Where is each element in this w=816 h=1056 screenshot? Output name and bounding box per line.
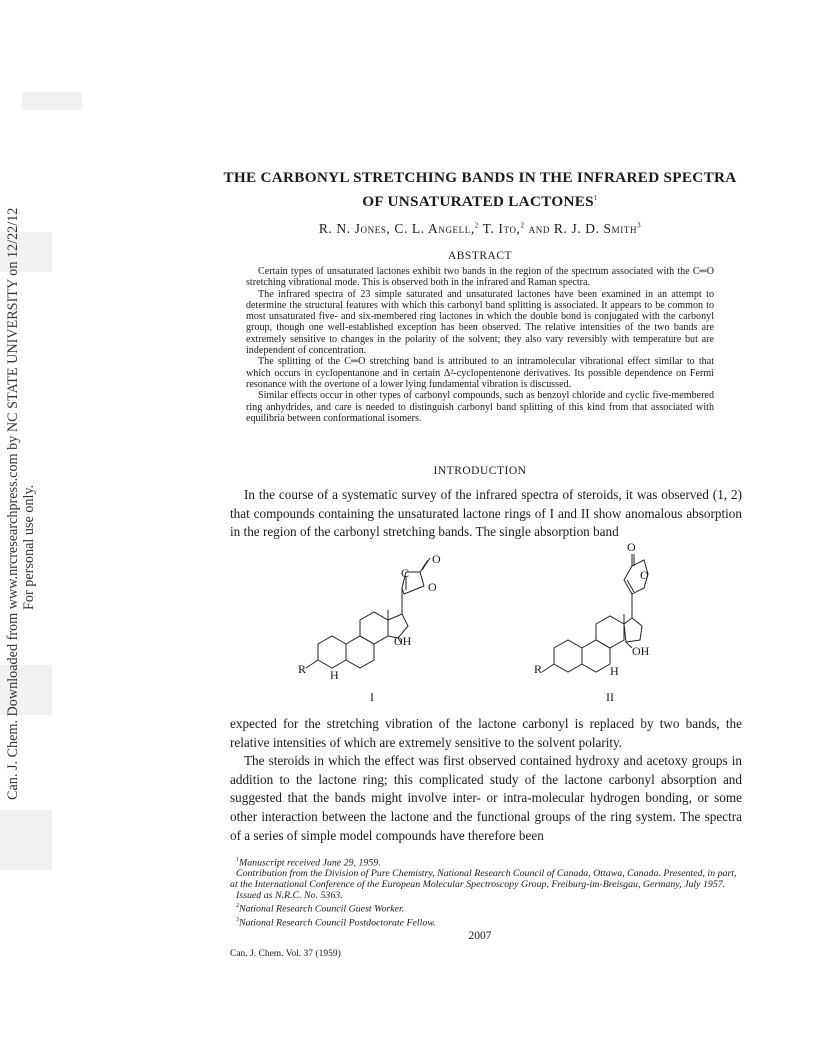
structure-i-h: H — [330, 668, 339, 682]
footnote-1-text: Manuscript received June 29, 1959. — [239, 857, 381, 869]
author-1: R. N. Jones, C. L. Angell, — [318, 221, 475, 236]
title-line-1: THE CARBONYL STRETCHING BANDS IN THE INFRARED SPECTRA — [223, 169, 737, 186]
footnote-3-text: National Research Council Postdoctorate Fellow. — [239, 916, 436, 928]
abstract-body — [246, 266, 714, 424]
structure-i-drawing — [296, 552, 456, 682]
footnote-mark-1: 1 — [236, 857, 239, 863]
structure-ii — [534, 540, 700, 686]
structure-i-o2: O — [428, 580, 437, 594]
structure-ii-label: II — [606, 690, 614, 704]
footnotes — [230, 855, 742, 928]
introduction-heading: INTRODUCTION — [433, 465, 527, 477]
footnote-3 — [230, 915, 742, 928]
structure-i-r: R — [298, 662, 307, 676]
journal-reference: Can. J. Chem. Vol. 37 (1959) — [230, 949, 341, 959]
structure-ii-drawing — [540, 548, 700, 686]
abstract-paragraph: The infrared spectra of 23 simple saturated and unsaturated lactones have been examined in an attempt to determine the structural features with which this carbonyl band splitting is associated. It appears to be common to most unsaturated five- and six-membered ring lactones in which the double bond is conjugated with the carbonyl group, though one well-established exception has been observed. The relative intensities of the two bands are extremely sensitive to changes in the polarity of the solvent; they also vary reversibly with temperature but are independent of concentration. — [246, 288, 714, 357]
structure-ii-r: R — [534, 662, 543, 676]
structure-ii-o2: O — [640, 568, 649, 582]
download-watermark — [0, 207, 52, 800]
intro-paragraph-1 — [230, 486, 742, 542]
watermark-line-1: Can. J. Chem. Downloaded from www.nrcresearchpress.com by NC STATE UNIVERSITY on 12/22/12 — [5, 207, 21, 800]
intro-paragraph-1-text: In the course of a systematic survey of the infrared spectra of steroids, it was observed (1, 2) that compounds containing the unsaturated lactone rings of I and II show anomalous absorption in the region of the carbonyl stretching bands. The single absorption band — [230, 487, 742, 540]
footnote-1 — [230, 855, 742, 868]
scan-artifact — [0, 810, 52, 870]
footnote-mark-3: 3 — [236, 916, 239, 923]
structure-i-carbonyl-c: C — [401, 566, 410, 580]
title-line-2-text: OF UNSATURATED LACTONES — [362, 193, 594, 211]
author-note-1: 2 — [474, 221, 479, 230]
abstract-paragraph: Similar effects occur in other types of carbonyl compounds, such as benzoyl chloride and cyclic five-membered ring anhydrides, and care is needed to distinguish carbonyl band splitting of this kind from that associated with equilibria between conformational isomers. — [246, 390, 714, 424]
structure-ii-h: H — [610, 664, 619, 678]
author-note-2: 2 — [520, 221, 525, 230]
structure-i-oh: OH — [394, 634, 412, 648]
footnote-2-text: National Research Council Guest Worker. — [239, 903, 405, 915]
abstract-paragraph: Certain types of unsaturated lactones exhibit two bands in the region of the spectrum associated with the C═O stretching vibrational mode. This is observed both in the infrared and Raman spectra. — [246, 266, 714, 289]
abstract-heading: ABSTRACT — [447, 250, 513, 262]
abstract-paragraph: The splitting of the C═O stretching band is attributed to an intramolecular vibrational effect similar to that which occurs in cyclopentanone and in certain Δ²-cyclopentenone derivatives. Its possible dependence on Fermi resonance with the overtone of a lower lying fundamental vibration is discussed. — [246, 356, 714, 390]
intro-paragraph-2 — [230, 715, 742, 845]
intro-paragraph-3-text: The steroids in which the effect was first observed contained hydroxy and acetoxy groups in addition to the lactone ring; this complicated study of the lactone carbonyl absorption and suggested that the bands might involve inter- or intra-molecular hydrogen bonding, or some other interaction between the lactone and the functional groups of the ring system. The spectra of a series of simple model compounds have therefore been — [230, 753, 742, 843]
author-3: and R. J. D. Smith — [524, 221, 638, 236]
footnote-mark-2: 2 — [236, 903, 239, 910]
page-number: 2007 — [468, 930, 492, 942]
title-line-2 — [215, 188, 745, 212]
author-list — [215, 221, 745, 237]
author-2: T. Ito, — [478, 221, 521, 236]
structure-i — [296, 552, 456, 682]
author-note-3: 3 — [637, 221, 642, 230]
article-title — [215, 168, 745, 212]
footnote-contribution: Contribution from the Division of Pure Chemistry, National Research Council of Canada, Ottawa, Canada. Presented, in part, at the International Conference of the European Molecular Spectroscopy Group, Freiburg-im-Breisgau, Germany, July 1957. — [230, 868, 737, 891]
structure-ii-o1: O — [627, 540, 636, 554]
footnote-issued: Issued as N.R.C. No. 5363. — [236, 890, 343, 902]
footnote-2 — [230, 901, 742, 914]
structure-ii-oh: OH — [632, 644, 650, 658]
intro-paragraph-2-text: expected for the stretching vibration of the lactone carbonyl is replaced by two bands, the relative intensities of which are extremely sensitive to the solvent polarity. — [230, 716, 742, 750]
watermark-line-2: For personal use only. — [21, 484, 37, 610]
structure-i-label: I — [370, 690, 374, 704]
title-footnote-mark: 1 — [593, 194, 598, 202]
structure-i-o1: O — [432, 552, 441, 566]
